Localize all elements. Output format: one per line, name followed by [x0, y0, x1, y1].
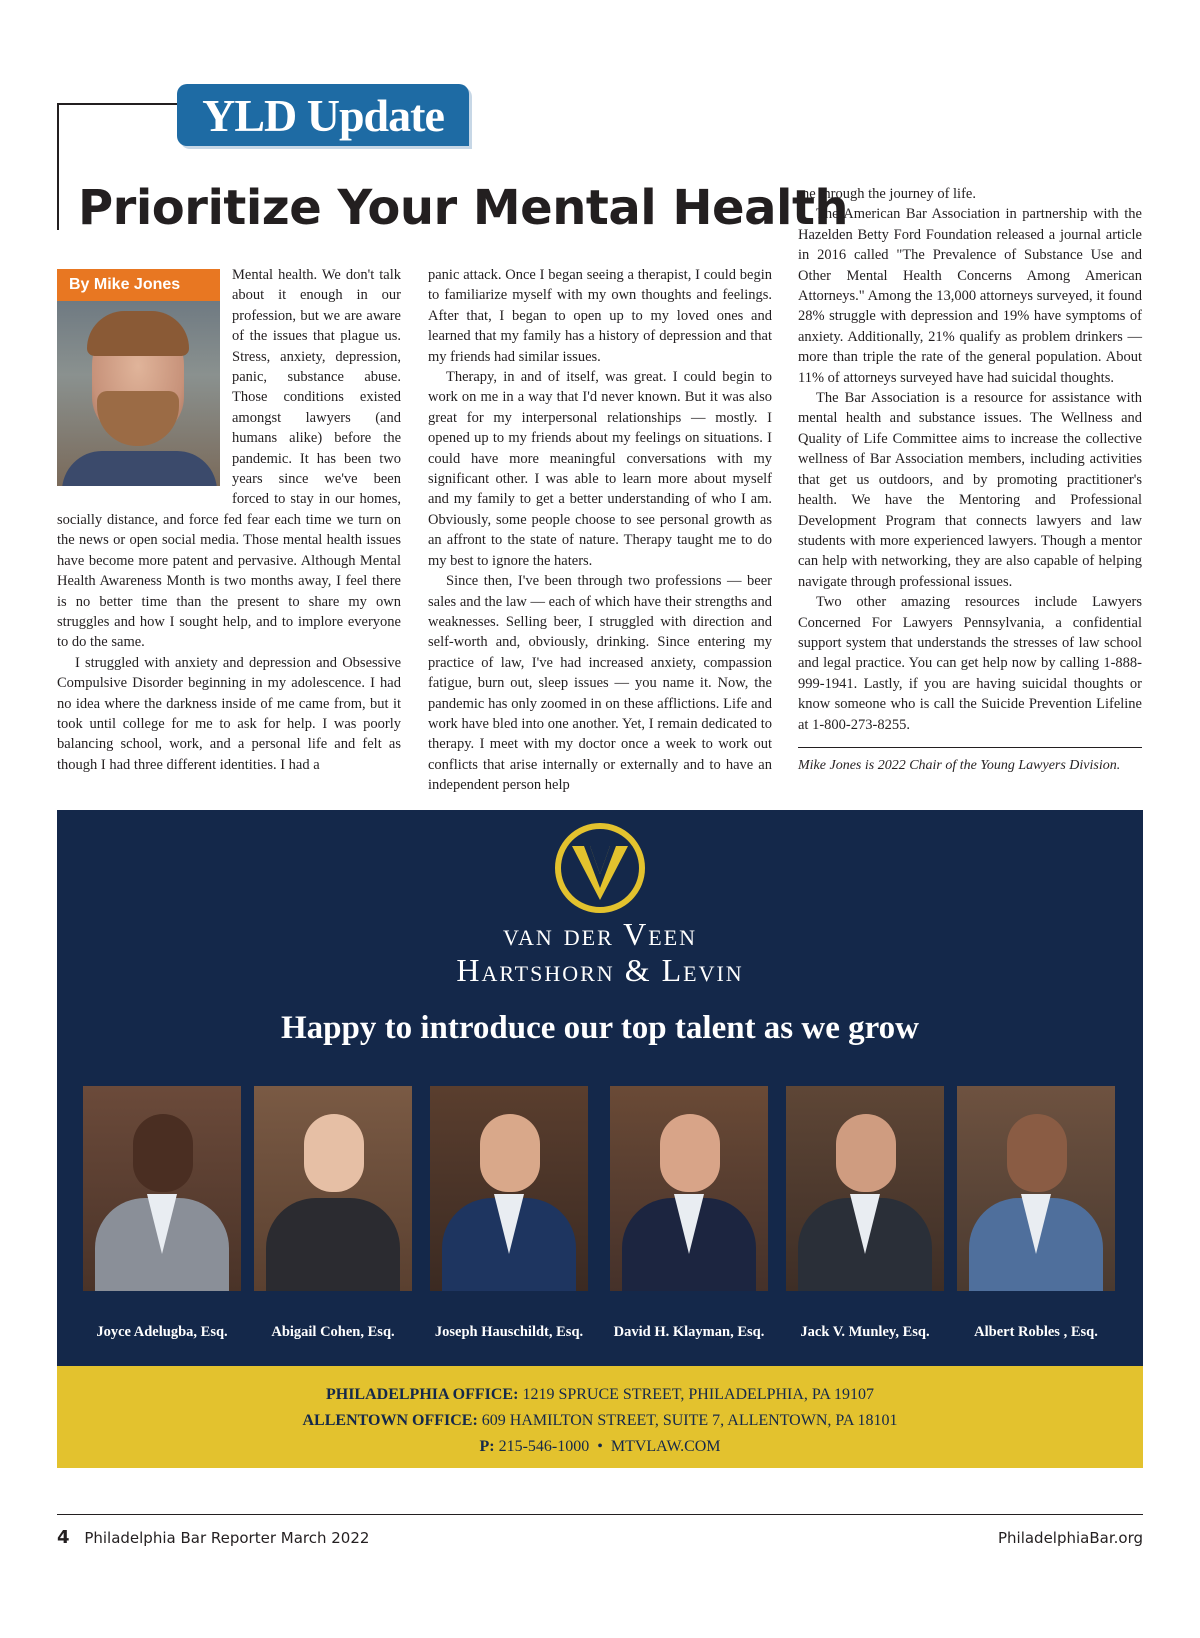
publication-name: Philadelphia Bar Reporter March 2022	[84, 1529, 370, 1547]
author-photo	[57, 301, 220, 486]
attorney-name: Jack V. Munley, Esq.	[800, 1324, 930, 1340]
article-column-1	[57, 265, 401, 775]
firm-name-line2: Hartshorn & Levin	[456, 952, 744, 988]
office-label: ALLENTOWN OFFICE:	[302, 1412, 478, 1429]
ad-contact-band	[57, 1366, 1143, 1468]
section-badge-label: YLD Update	[202, 89, 444, 141]
attorney-card	[254, 1086, 412, 1340]
article-paragraph: The American Bar Association in partnership with the Hazelden Betty Ford Foundation released a journal article in 2016 called "The Prevalence of Substance Use and Other Mental Health Concerns Among American Attorneys." Among the 13,000 attorneys surveyed, it found 28% struggle with depression and 19% have symptoms of anxiety. Additionally, 21% qualify as problem drinkers — more than triple the rate of the general population. About 11% of attorneys surveyed have had suicidal thoughts.	[798, 206, 1142, 386]
attorney-photo-face	[480, 1114, 540, 1192]
article-column-2	[428, 265, 772, 796]
firm-name-line1: van der Veen	[502, 916, 698, 952]
philadelphia-office	[57, 1386, 1143, 1404]
page-title: Prioritize Your Mental Health	[78, 180, 849, 236]
website-link[interactable]: MTVLAW.COM	[610, 1438, 721, 1455]
attorney-photo	[786, 1086, 944, 1291]
article-paragraph: Since then, I've been through two professions — beer sales and the law — each of which have their strengths and weaknesses. Selling beer, I struggled with direction and self-worth and, obviously, drinking. Since entering my practice of law, I've had increased anxiety, compassion fatigue, burn out, sleep issues — you name it. Now, the pandemic has only zoomed in on these afflictions. Life and work have bled into one another. Yet, I remain dedicated to therapy. I meet with my doctor once a week to work out conflicts that arise internally or externally and to have an independent person help	[428, 573, 772, 794]
article-text: Mental health. We don't talk about it enough in our profession, but we are aware of the issues that plague us. Stress, anxiety, depression, panic, substance abuse. Those conditions existed amongst lawyers (and humans alike) before the pandemic. It has been two years since we've been forced to stay in our homes, socially distance, and force fed fear each time we turn on the news or open social media. Those mental health issues have become more patent and pervasive. Although Mental Health Awareness Month is two months away, I feel there is no better time than the present to share my own struggles and how I sought help, and to implore everyone to do the same.	[57, 267, 401, 651]
author-photo-shirt	[62, 451, 217, 486]
attorney-card	[83, 1086, 241, 1340]
article-paragraph: Therapy, in and of itself, was great. I could begin to work on me in a way that I'd never known. But it was also great for my interpersonal relationships — mostly. I opened up to my friends about my feelings on situations. I could have more meaningful conversations with my significant other. I was able to learn more about myself and my family to get a better understanding of who I am. Obviously, some people choose to see personal growth as an affront to the state of nature. Therapy taught me to do my best to ignore the haters.	[428, 369, 772, 569]
footer-divider	[57, 1514, 1143, 1515]
attorney-photo-suit	[266, 1198, 400, 1291]
attorney-photo	[83, 1086, 241, 1291]
footer-site-link[interactable]: PhiladelphiaBar.org	[997, 1529, 1143, 1547]
section-badge	[177, 84, 469, 146]
attorney-card	[957, 1086, 1115, 1340]
attorney-name: Abigail Cohen, Esq.	[271, 1324, 395, 1340]
footer-publication	[57, 1527, 369, 1548]
office-label: PHILADELPHIA OFFICE:	[325, 1386, 519, 1403]
phone-number: 215-546-1000	[498, 1438, 590, 1455]
office-address: 609 HAMILTON STREET, SUITE 7, ALLENTOWN, PA 18101	[481, 1412, 898, 1429]
article-paragraph: panic attack. Once I began seeing a therapist, I could begin to familiarize myself with my own thoughts and feelings. After that, I began to open up to my loved ones and learned that my family has a history of depression and that my friends had similar issues.	[428, 267, 772, 365]
attorney-name: Joyce Adelugba, Esq.	[96, 1324, 228, 1340]
office-address: 1219 SPRUCE STREET, PHILADELPHIA, PA 19107	[522, 1386, 875, 1403]
attorney-photo-face	[1007, 1114, 1067, 1192]
article-paragraph: Two other amazing resources include Lawyers Concerned For Lawyers Pennsylvania, a confidential support system that understands the stresses of law school and legal practice. You can get help now by calling 1-888-999-1941. Lastly, if you are having suicidal thoughts or know someone who is call the Suicide Prevention Lifeline at 1-800-273-8255.	[798, 594, 1142, 733]
frame-line	[57, 103, 177, 105]
author-photo-hair	[87, 311, 189, 356]
article-paragraph	[57, 265, 401, 653]
attorney-photo	[430, 1086, 588, 1291]
attorney-name: Joseph Hauschildt, Esq.	[434, 1324, 584, 1340]
attorney-photo-face	[304, 1114, 364, 1192]
attorney-card	[430, 1086, 588, 1340]
attorney-name: David H. Klayman, Esq.	[613, 1324, 765, 1340]
contact-line	[57, 1438, 1143, 1456]
author-box	[57, 269, 220, 486]
attorney-photo	[254, 1086, 412, 1291]
page-number: 4	[57, 1527, 70, 1548]
advertisement	[57, 810, 1143, 1468]
author-photo-beard	[97, 391, 179, 446]
author-byline: By Mike Jones	[57, 269, 220, 301]
phone-label: P:	[479, 1438, 495, 1455]
frame-line	[57, 103, 59, 230]
article-paragraph: me through the journey of life.	[798, 186, 976, 202]
article-column-3	[798, 184, 1142, 776]
ad-tagline: Happy to introduce our top talent as we grow	[280, 1010, 920, 1046]
article-paragraph: I struggled with anxiety and depression and Obsessive Compulsive Disorder beginning in my adolescence. I had no idea where the darkness inside of me came from, but it took until college for me to ask for help. I was poorly balancing school, work, and a personal life and felt as though I had three different identities. I had a	[57, 654, 401, 773]
allentown-office	[57, 1412, 1143, 1430]
article-paragraph: The Bar Association is a resource for assistance with mental health and substance issues. The Wellness and Quality of Life Committee aims to increase the collective wellness of Bar Association members, including activities that get us outdoors, and by promoting practitioner's health. We have the Mentoring and Professional Development Program that connects lawyers and law students with more experienced lawyers. Though a mentor can help with networking, they are also capable of helping navigate through professional issues.	[798, 390, 1142, 590]
author-bio: Mike Jones is 2022 Chair of the Young Lawyers Division.	[798, 757, 1121, 773]
attorney-name: Albert Robles , Esq.	[974, 1324, 1098, 1340]
attorney-photo	[957, 1086, 1115, 1291]
attorney-photo-face	[660, 1114, 720, 1192]
attorney-photo-face	[836, 1114, 896, 1192]
attorney-card	[610, 1086, 768, 1340]
attorney-card	[786, 1086, 944, 1340]
divider	[798, 747, 1142, 748]
attorney-photo-face	[133, 1114, 193, 1192]
firm-logo-icon	[554, 822, 646, 914]
separator-dot: •	[597, 1438, 603, 1455]
attorney-photo	[610, 1086, 768, 1291]
